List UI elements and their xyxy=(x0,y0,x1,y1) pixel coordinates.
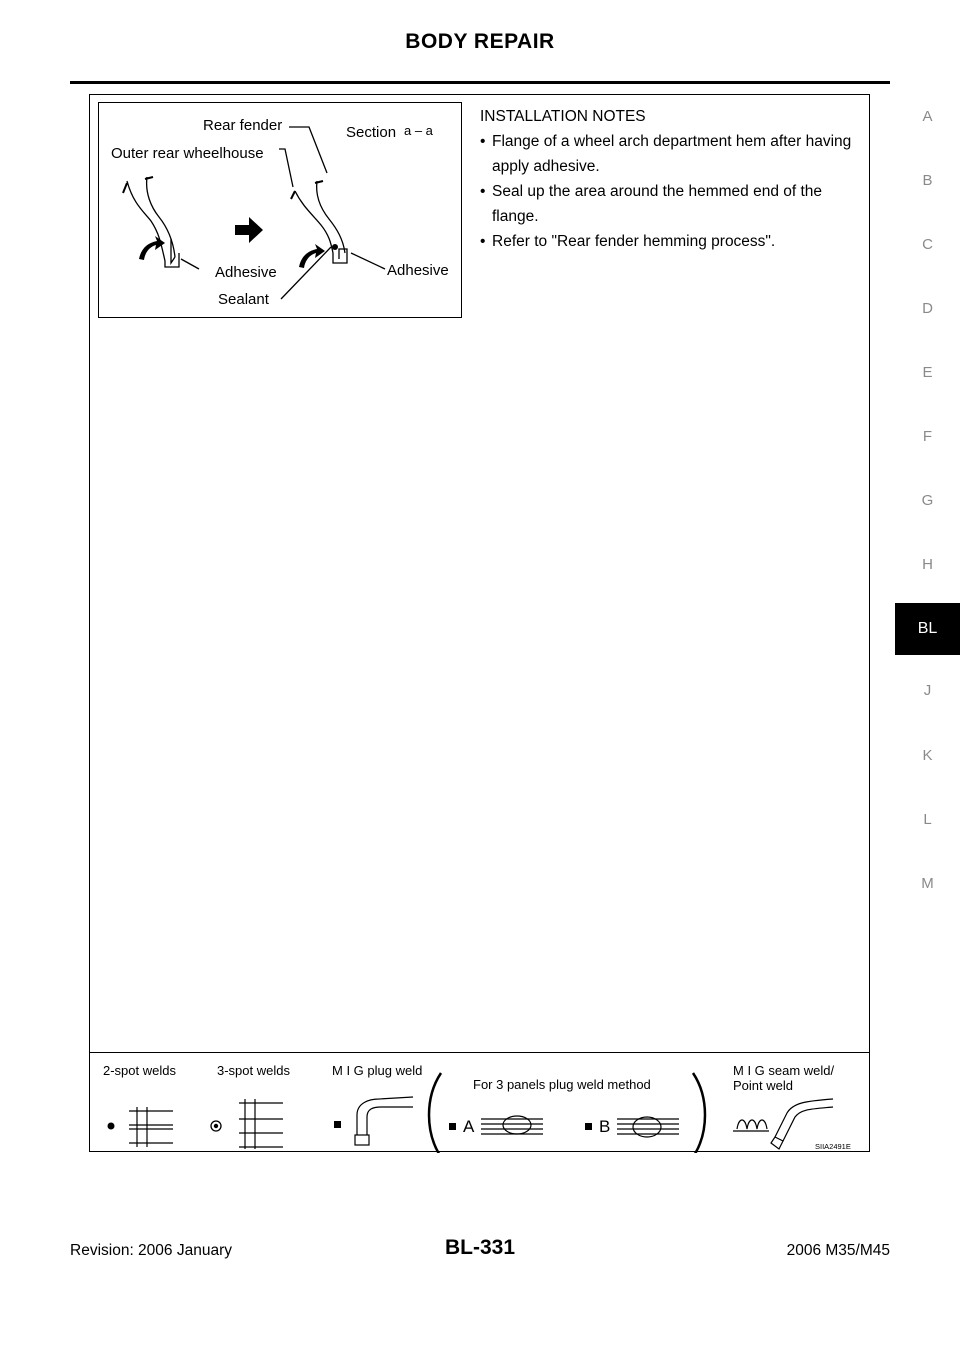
label-adhesive-right: Adhesive xyxy=(387,262,449,279)
footer-model: 2006 M35/M45 xyxy=(786,1242,890,1259)
section-tab[interactable]: H xyxy=(922,556,933,573)
section-tab-active[interactable]: BL xyxy=(895,603,960,655)
installation-notes xyxy=(480,104,865,254)
section-tab[interactable]: G xyxy=(921,492,934,509)
bullet-icon: • xyxy=(480,133,486,150)
installation-illustration xyxy=(99,103,463,319)
legend-2-spot: 2-spot welds xyxy=(103,1063,176,1078)
section-tab[interactable]: J xyxy=(923,682,932,699)
section-tab[interactable]: D xyxy=(922,300,933,317)
legend-label-b: B xyxy=(599,1117,611,1136)
note-item: • Flange of a wheel arch department hem after having apply adhesive. xyxy=(480,129,865,179)
legend-mig-seam-line1: M I G seam weld/ xyxy=(733,1063,835,1078)
label-adhesive-left: Adhesive xyxy=(215,264,277,281)
label-sealant: Sealant xyxy=(218,291,269,308)
legend-label-a: A xyxy=(463,1117,475,1136)
bullet-icon: • xyxy=(480,233,486,250)
bullet-icon: • xyxy=(480,183,486,200)
note-item: • Refer to "Rear fender hemming process". xyxy=(480,229,865,254)
section-tab[interactable]: C xyxy=(922,236,933,253)
section-tab[interactable]: B xyxy=(922,172,933,189)
section-tab[interactable]: F xyxy=(922,428,933,445)
two-spot-dot-icon xyxy=(108,1123,115,1130)
label-rear-fender: Rear fender xyxy=(203,117,283,134)
installation-figure xyxy=(98,102,462,318)
legend-mig-seam-line2: Point weld xyxy=(733,1078,793,1093)
legend-mig-plug: M I G plug weld xyxy=(332,1063,423,1078)
mig-plug-square-icon xyxy=(334,1121,341,1128)
label-outer-rear-wheelhouse: Outer rear wheelhouse xyxy=(111,145,264,162)
footer-page-number: BL-331 xyxy=(444,1236,516,1259)
notes-heading: INSTALLATION NOTES xyxy=(480,108,646,125)
section-tab[interactable]: E xyxy=(922,364,933,381)
header-rule xyxy=(70,81,890,84)
label-section: Section xyxy=(346,124,397,141)
section-tab[interactable]: L xyxy=(923,811,932,828)
section-tab[interactable]: M xyxy=(921,875,934,892)
page-header-title: BODY REPAIR xyxy=(405,30,555,53)
weld-legend-illustration xyxy=(89,1053,870,1153)
legend-3-panels: For 3 panels plug weld method xyxy=(473,1077,651,1092)
footer-revision: Revision: 2006 January xyxy=(70,1242,232,1259)
section-tab[interactable]: A xyxy=(922,108,933,125)
section-tab[interactable]: K xyxy=(922,747,933,764)
legend-3-spot: 3-spot welds xyxy=(217,1063,290,1078)
note-item: • Seal up the area around the hemmed end of the flange. xyxy=(480,179,865,229)
label-section-mark: a – a xyxy=(404,123,433,138)
figure-code: SIIA2491E xyxy=(815,1142,851,1151)
weld-legend xyxy=(89,1052,870,1152)
